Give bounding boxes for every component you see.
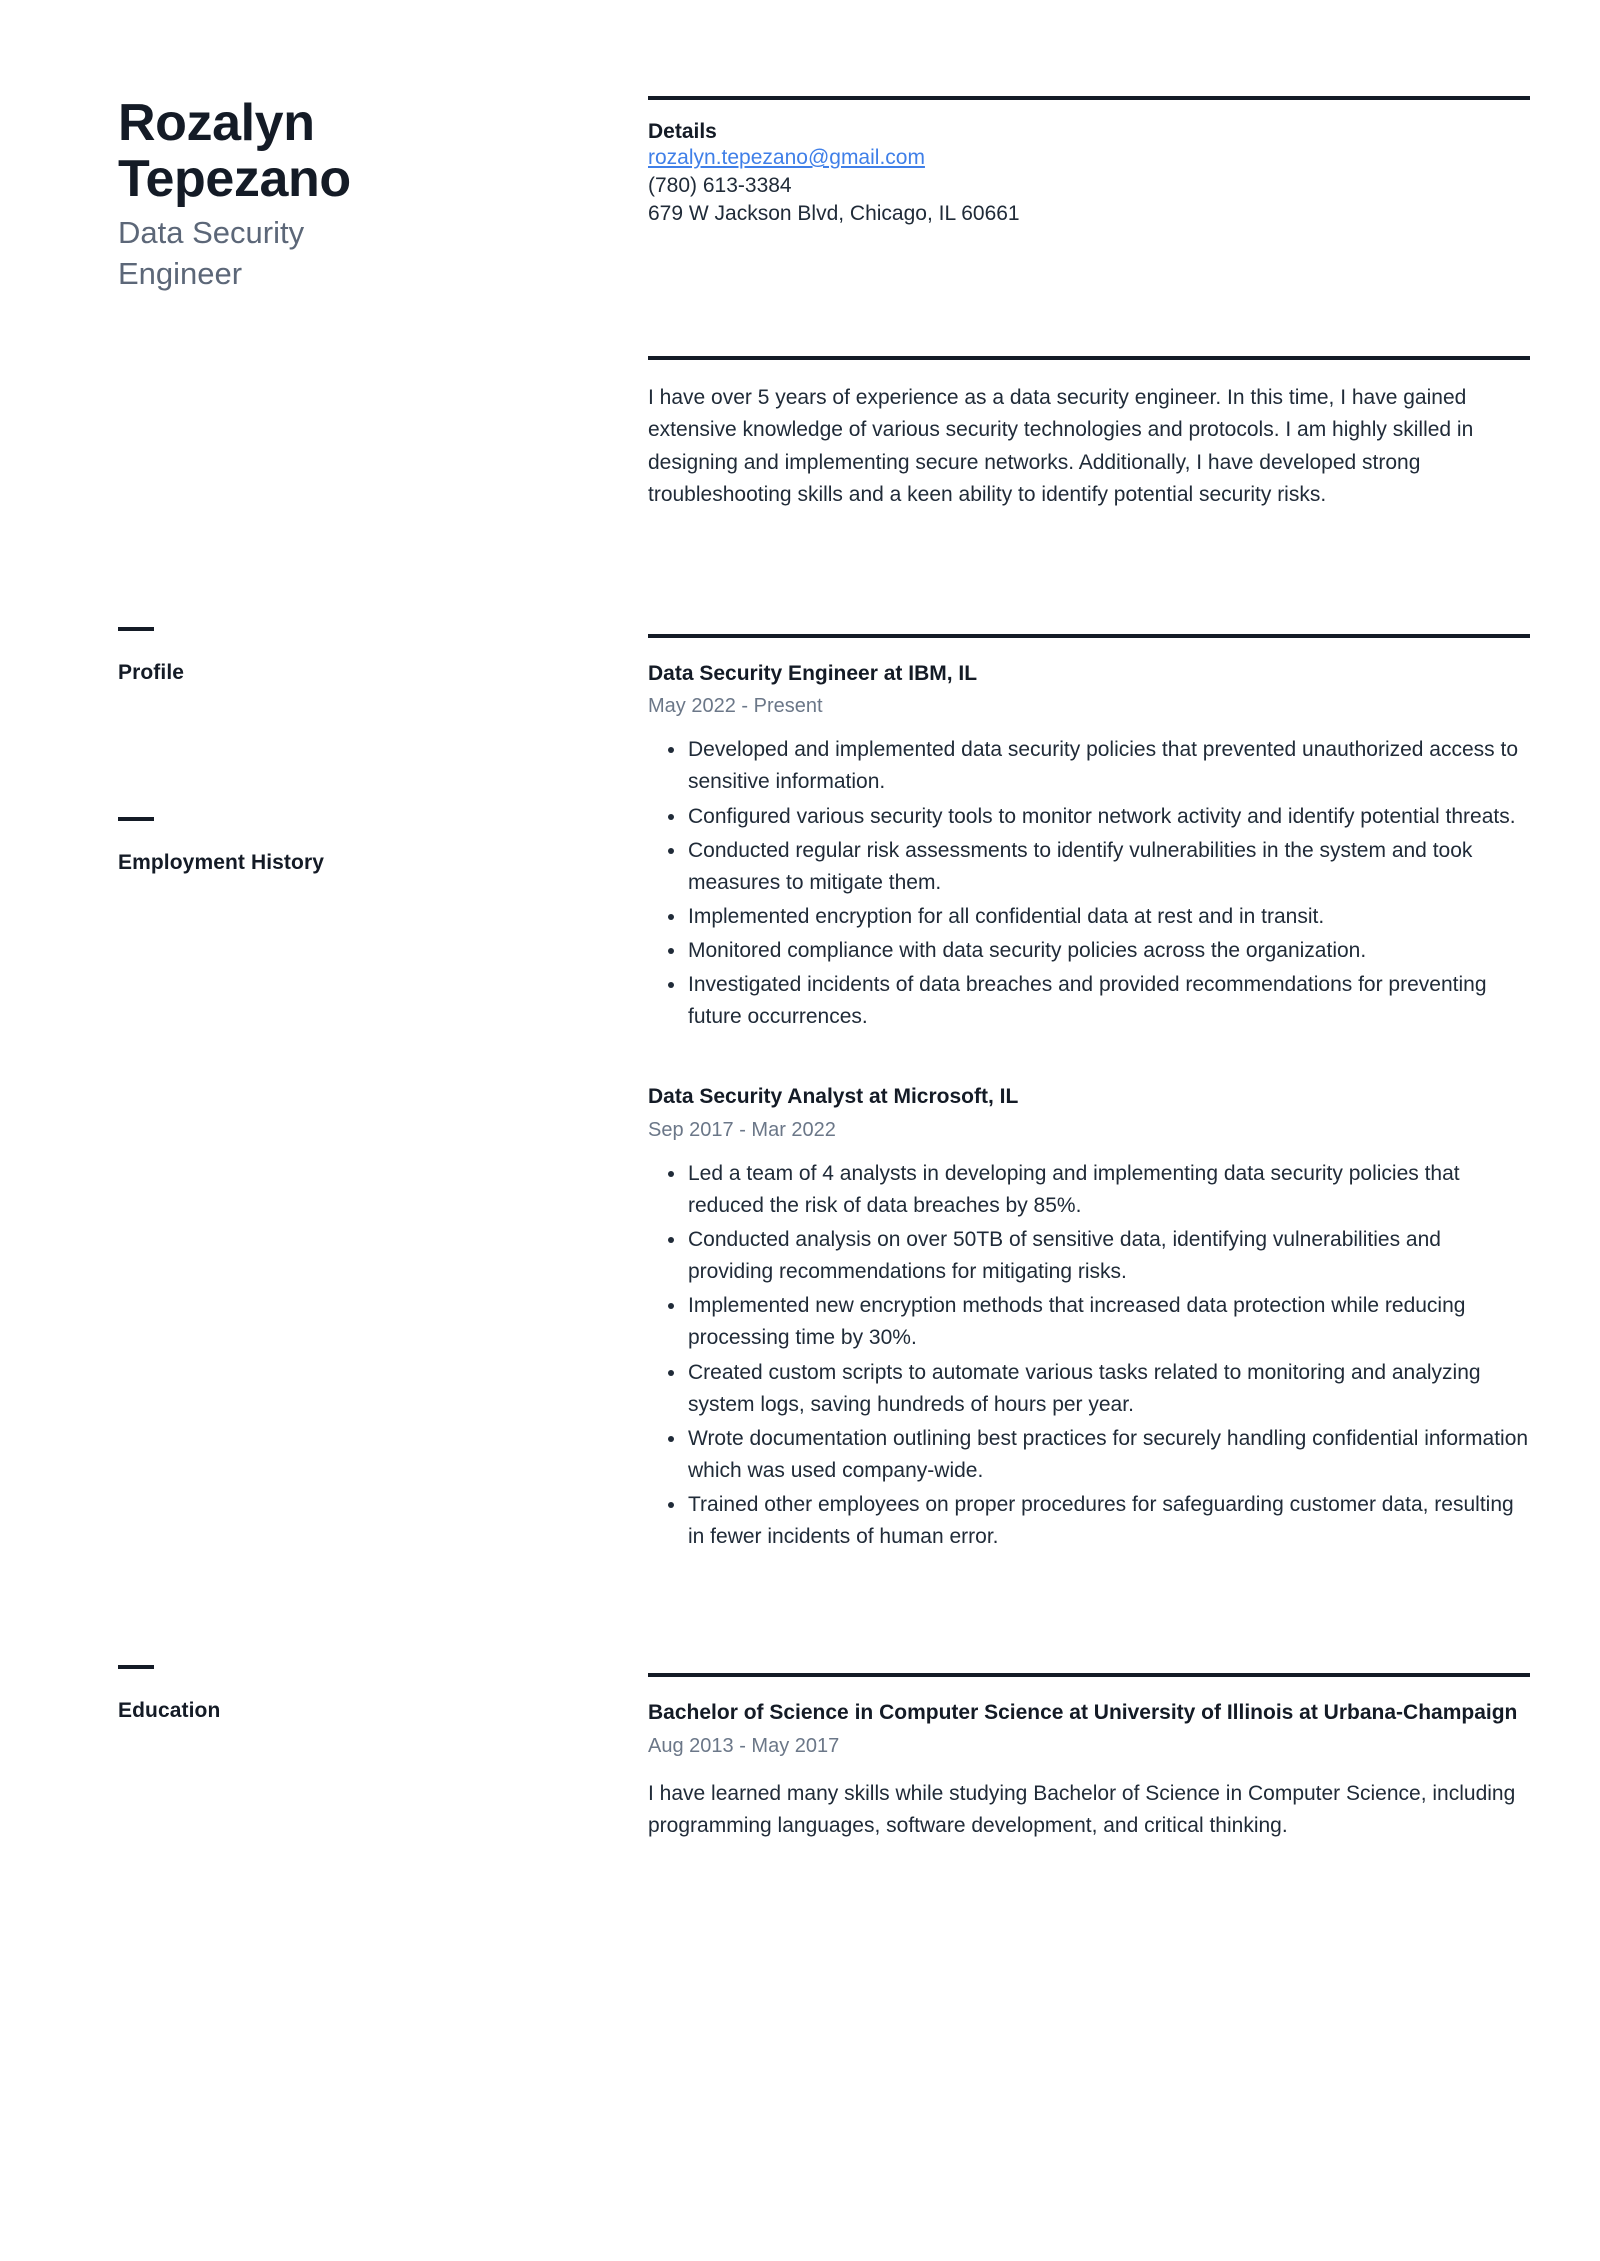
phone-text: (780) 613-3384 <box>648 173 792 197</box>
education-entry <box>648 1699 1530 1842</box>
list-item: Conducted regular risk assessments to identify vulnerabilities in the system and took measures to mitigate them. <box>648 835 1530 899</box>
section-label-employment-history: Employment History <box>118 817 618 875</box>
education-section <box>648 1555 1530 1842</box>
profile-text: I have over 5 years of experience as a data security engineer. In this time, I have gained extensive knowledge of various security technologies and protocols. I am highly skilled in designing and implementing secure networks. Additionally, I have developed strong troubleshooting skills and a keen ability to identify potential security risks. <box>648 385 1474 507</box>
employment-section <box>648 512 1530 1553</box>
list-item: Wrote documentation outlining best practices for securely handling confidential information which was used company-wide. <box>648 1423 1530 1487</box>
header-job-title: Data Security Engineer <box>118 215 305 292</box>
degree-dates: Aug 2013 - May 2017 <box>648 1734 840 1757</box>
list-item: Implemented new encryption methods that increased data protection while reducing processing time by 30%. <box>648 1290 1530 1354</box>
job-dates: May 2022 - Present <box>648 695 823 718</box>
email-link[interactable]: rozalyn.tepezano@gmail.com <box>648 146 925 169</box>
degree-title: Bachelor of Science in Computer Science at University of Illinois at Urbana-Champaign <box>648 1701 1518 1725</box>
details-section <box>648 0 1530 228</box>
list-item: Trained other employees on proper procedures for safeguarding customer data, resulting in fewer incidents of human error. <box>648 1489 1530 1553</box>
profile-section <box>648 228 1530 512</box>
page-title: Rozalyn Tepezano <box>118 94 351 208</box>
job-bullets <box>648 734 1530 1033</box>
right-column <box>648 0 1530 1843</box>
details-heading: Details <box>648 120 717 143</box>
section-label-education: Education <box>118 1665 618 1723</box>
job-dates: Sep 2017 - Mar 2022 <box>648 1118 836 1141</box>
job-title: Data Security Engineer at IBM, IL <box>648 661 978 685</box>
address-text: 679 W Jackson Blvd, Chicago, IL 60661 <box>648 201 1020 225</box>
employment-entry <box>648 1083 1530 1553</box>
list-item: Created custom scripts to automate various tasks related to monitoring and analyzing system logs, saving hundreds of hours per year. <box>648 1357 1530 1421</box>
list-item: Conducted analysis on over 50TB of sensitive data, identifying vulnerabilities and providing recommendations for mitigating risks. <box>648 1224 1530 1288</box>
list-item: Monitored compliance with data security policies across the organization. <box>648 935 1530 967</box>
list-item: Led a team of 4 analysts in developing and implementing data security policies that reduced the risk of data breaches by 85%. <box>648 1158 1530 1222</box>
details-list <box>648 144 1530 228</box>
list-item: Configured various security tools to monitor network activity and identify potential threats. <box>648 801 1530 833</box>
list-item: Implemented encryption for all confidential data at rest and in transit. <box>648 901 1530 933</box>
job-title: Data Security Analyst at Microsoft, IL <box>648 1085 1019 1109</box>
list-item: Developed and implemented data security policies that prevented unauthorized access to sensitive information. <box>648 734 1530 798</box>
employment-entry <box>648 660 1530 1033</box>
degree-description: I have learned many skills while studying Bachelor of Science in Computer Science, including programming languages, software development, and critical thinking. <box>648 1781 1516 1838</box>
job-bullets <box>648 1158 1530 1554</box>
section-divider <box>648 634 1530 638</box>
name-block <box>118 0 618 295</box>
left-column <box>118 0 618 1843</box>
section-divider <box>648 356 1530 360</box>
section-divider <box>648 96 1530 100</box>
section-label-profile: Profile <box>118 627 618 685</box>
section-divider <box>648 1673 1530 1677</box>
list-item: Investigated incidents of data breaches and provided recommendations for preventing future occurrences. <box>648 969 1530 1033</box>
